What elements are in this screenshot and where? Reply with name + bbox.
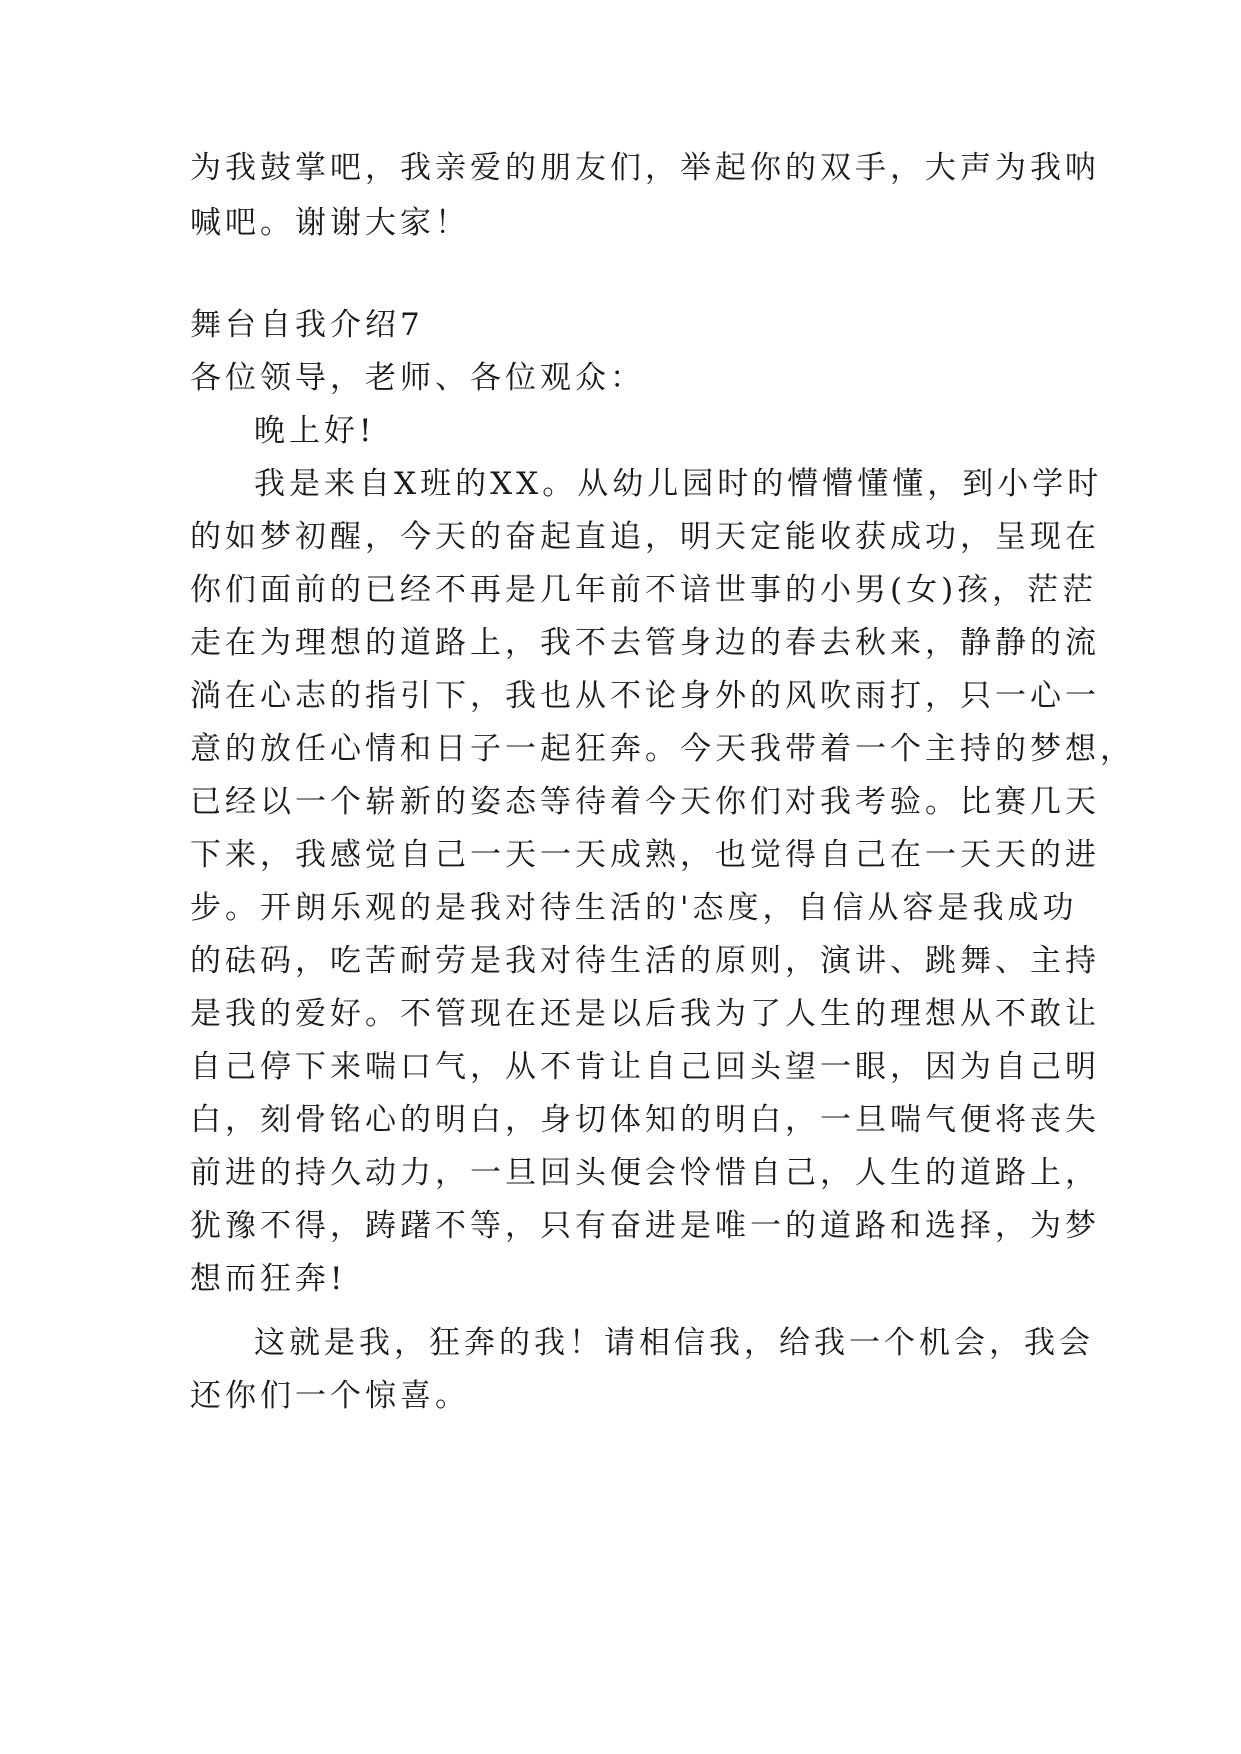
text-line: 的如梦初醒，今天的奋起直追，明天定能收获成功，呈现在	[190, 519, 1100, 555]
text-line: 想而狂奔!	[190, 1261, 347, 1297]
document-page	[190, 0, 1135, 1754]
text-line: 白，刻骨铭心的明白，身切体知的明白，一旦喘气便将丧失	[190, 1102, 1100, 1138]
text-line: 晚上好!	[254, 413, 376, 449]
text-line: 已经以一个崭新的姿态等待着今天你们对我考验。比赛几天	[190, 784, 1100, 820]
text-line: 自己停下来喘口气，从不肯让自己回头望一眼，因为自己明	[190, 1049, 1100, 1085]
text-line: 还你们一个惊喜。	[190, 1378, 470, 1414]
text-line: 前进的持久动力，一旦回头便会怜惜自己，人生的道路上，	[190, 1155, 1100, 1191]
text-line: 淌在心志的指引下，我也从不论身外的风吹雨打，只一心一	[190, 678, 1100, 714]
text-line: 你们面前的已经不再是几年前不谙世事的小男(女)孩，茫茫	[190, 572, 1098, 608]
text-line: 意的放任心情和日子一起狂奔。今天我带着一个主持的梦想，	[190, 731, 1135, 767]
paragraph-first-line: 我是来自X班的XX。从幼儿园时的懵懵懂懂，到小学时	[254, 466, 1103, 502]
text-line: 犹豫不得，踌躇不等，只有奋进是唯一的道路和选择，为梦	[190, 1208, 1100, 1244]
text-line: 为我鼓掌吧，我亲爱的朋友们，举起你的双手，大声为我呐	[190, 150, 1100, 186]
text-line: 喊吧。谢谢大家！	[190, 205, 470, 241]
section-heading: 舞台自我介绍7	[190, 307, 424, 343]
text-line: 的砝码，吃苦耐劳是我对待生活的原则，演讲、跳舞、主持	[190, 943, 1100, 979]
paragraph-first-line: 这就是我，狂奔的我！请相信我，给我一个机会，我会	[254, 1325, 1094, 1361]
text-line: 步。开朗乐观的是我对待生活的'态度，自信从容是我成功	[190, 890, 1078, 926]
text-line: 走在为理想的道路上，我不去管身边的春去秋来，静静的流	[190, 625, 1100, 661]
greeting-line: 各位领导，老师、各位观众：	[190, 360, 645, 396]
text-line: 是我的爱好。不管现在还是以后我为了人生的理想从不敢让	[190, 996, 1100, 1032]
text-line: 下来，我感觉自己一天一天成熟，也觉得自己在一天天的进	[190, 837, 1100, 873]
